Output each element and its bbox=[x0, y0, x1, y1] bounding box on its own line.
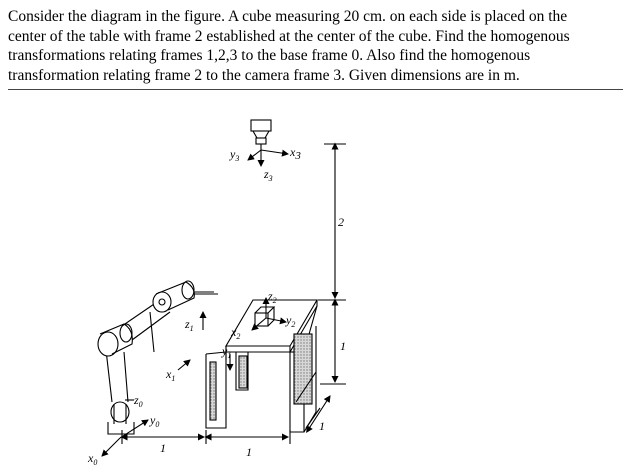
label-x1: $x_1$ bbox=[166, 367, 176, 383]
label-y3: $y_3$ bbox=[230, 147, 240, 163]
problem-line-2: center of the table with frame 2 established at the center of the cube. Find the homogenous bbox=[8, 27, 570, 45]
dim-table-depth: 1 bbox=[319, 419, 325, 433]
problem-line-3: transformations relating frames 1,2,3 to the base frame 0. Also find the homogenous bbox=[8, 47, 531, 64]
label-x3: x3 bbox=[290, 145, 301, 162]
label-x0: $x_0$ bbox=[88, 451, 98, 467]
camera bbox=[251, 120, 271, 150]
dim-table-height: 1 bbox=[340, 339, 346, 353]
dim-table-width: 1 bbox=[246, 445, 252, 459]
label-z3: $z_3$ bbox=[264, 167, 273, 183]
problem-line-4: transformation relating frame 2 to the camera frame 3. Given dimensions are in m. bbox=[8, 66, 520, 84]
label-z1: $z_1$ bbox=[185, 317, 194, 333]
label-y2: $y_2$ bbox=[286, 313, 296, 329]
dimension-table-width bbox=[208, 430, 290, 444]
problem-line-1: Consider the diagram in the figure. A cube measuring 20 cm. on each side is placed on the bbox=[8, 8, 568, 25]
x1-axis bbox=[178, 360, 190, 370]
dim-base-offset: 1 bbox=[160, 441, 166, 455]
label-y1: $y_1$ bbox=[222, 344, 232, 360]
x0-axis bbox=[102, 438, 120, 456]
robot-arm bbox=[98, 281, 218, 434]
label-x2: $x_2$ bbox=[231, 325, 241, 341]
y3-axis bbox=[248, 150, 261, 160]
dim-camera-height: 2 bbox=[338, 215, 344, 229]
left-leg-shading bbox=[210, 362, 216, 420]
back-leg-shading bbox=[239, 356, 247, 388]
label-z2: $z_2$ bbox=[268, 289, 277, 305]
x3-axis bbox=[261, 150, 288, 154]
label-y0: $y_0$ bbox=[150, 413, 160, 429]
right-leg-shading bbox=[294, 334, 312, 404]
label-z0: $z_0$ bbox=[134, 393, 143, 409]
